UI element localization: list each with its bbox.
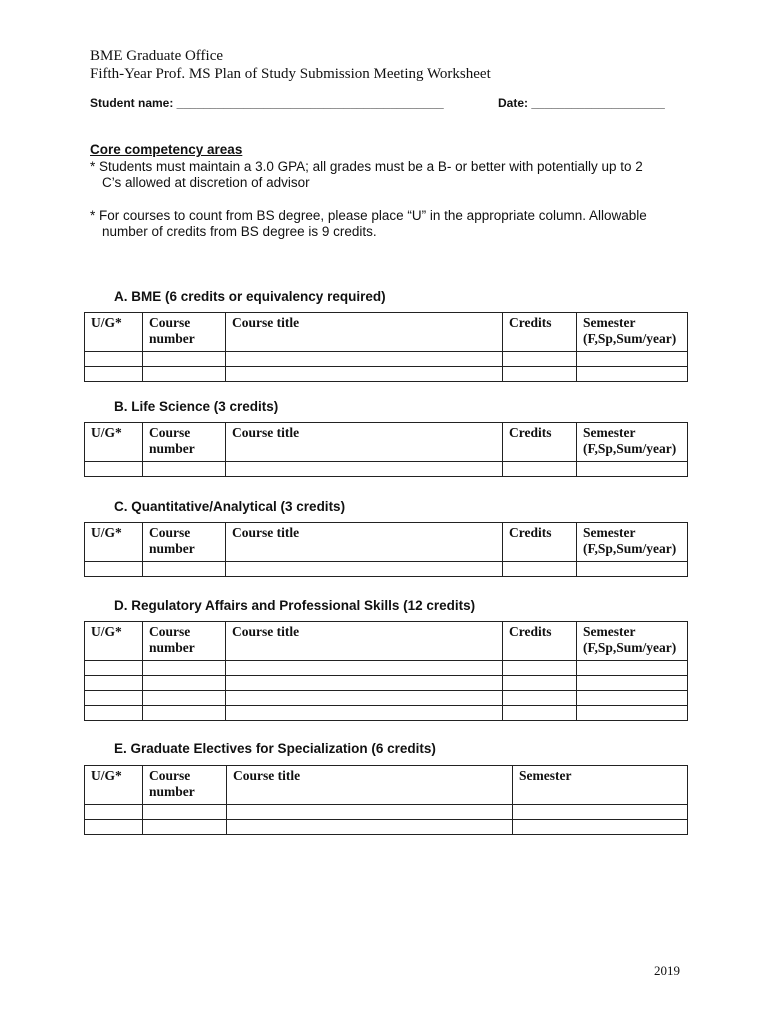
gpa-note-line1: * Students must maintain a 3.0 GPA; all grades must be a B- or better with potentially up to 2: [90, 159, 643, 174]
semester-header: Semester (F,Sp,Sum/year): [577, 313, 688, 352]
table-row[interactable]: [85, 367, 688, 382]
date-field[interactable]: Date: ____________________: [498, 96, 665, 110]
section-b-title: B. Life Science (3 credits): [114, 399, 279, 414]
table-row[interactable]: [85, 562, 688, 577]
section-e-title: E. Graduate Electives for Specialization (6 credits): [114, 741, 436, 756]
footer-year: 2019: [654, 963, 680, 978]
course-title-header: Course title: [227, 766, 513, 805]
credits-header: Credits: [503, 423, 577, 462]
bs-credits-note-line2: number of credits from BS degree is 9 credits.: [102, 224, 377, 239]
table-row[interactable]: [85, 462, 688, 477]
course-number-header: Course number: [143, 313, 226, 352]
section-a-title: A. BME (6 credits or equivalency required): [114, 289, 386, 304]
credits-header: Credits: [503, 313, 577, 352]
section-c-table: [84, 522, 688, 577]
gpa-note-line2: C’s allowed at discretion of advisor: [102, 175, 310, 190]
semester-header: Semester (F,Sp,Sum/year): [577, 523, 688, 562]
table-row[interactable]: [85, 676, 688, 691]
course-title-header: Course title: [226, 313, 503, 352]
course-number-header: Course number: [143, 622, 226, 661]
core-competency-heading: Core competency areas: [90, 142, 243, 157]
semester-header: Semester: [513, 766, 688, 805]
ug-header: U/G*: [85, 423, 143, 462]
table-header-row: [85, 423, 688, 462]
semester-header: Semester (F,Sp,Sum/year): [577, 423, 688, 462]
ug-header: U/G*: [85, 523, 143, 562]
course-title-header: Course title: [226, 423, 503, 462]
credits-header: Credits: [503, 523, 577, 562]
table-header-row: [85, 523, 688, 562]
section-d-table: [84, 621, 688, 721]
ug-header: U/G*: [85, 313, 143, 352]
section-e-table: [84, 765, 688, 835]
course-number-header: Course number: [143, 423, 226, 462]
bs-credits-note-line1: * For courses to count from BS degree, please place “U” in the appropriate column. Allowable: [90, 208, 647, 223]
course-title-header: Course title: [226, 523, 503, 562]
table-row[interactable]: [85, 805, 688, 820]
credits-header: Credits: [503, 622, 577, 661]
worksheet-title: Fifth-Year Prof. MS Plan of Study Submission Meeting Worksheet: [90, 66, 491, 82]
table-row[interactable]: [85, 691, 688, 706]
ug-header: U/G*: [85, 766, 143, 805]
section-a-table: [84, 312, 688, 382]
table-row[interactable]: [85, 706, 688, 721]
section-c-title: C. Quantitative/Analytical (3 credits): [114, 499, 346, 514]
table-row[interactable]: [85, 352, 688, 367]
student-name-field[interactable]: Student name: ________________________________________: [90, 96, 444, 110]
table-header-row: [85, 622, 688, 661]
table-row[interactable]: [85, 661, 688, 676]
semester-header: Semester (F,Sp,Sum/year): [577, 622, 688, 661]
course-number-header: Course number: [143, 523, 226, 562]
office-name: BME Graduate Office: [90, 48, 224, 64]
ug-header: U/G*: [85, 622, 143, 661]
table-row[interactable]: [85, 820, 688, 835]
table-header-row: [85, 313, 688, 352]
section-b-table: [84, 422, 688, 477]
course-number-header: Course number: [143, 766, 227, 805]
table-header-row: [85, 766, 688, 805]
section-d-title: D. Regulatory Affairs and Professional Skills (12 credits): [114, 598, 476, 613]
course-title-header: Course title: [226, 622, 503, 661]
